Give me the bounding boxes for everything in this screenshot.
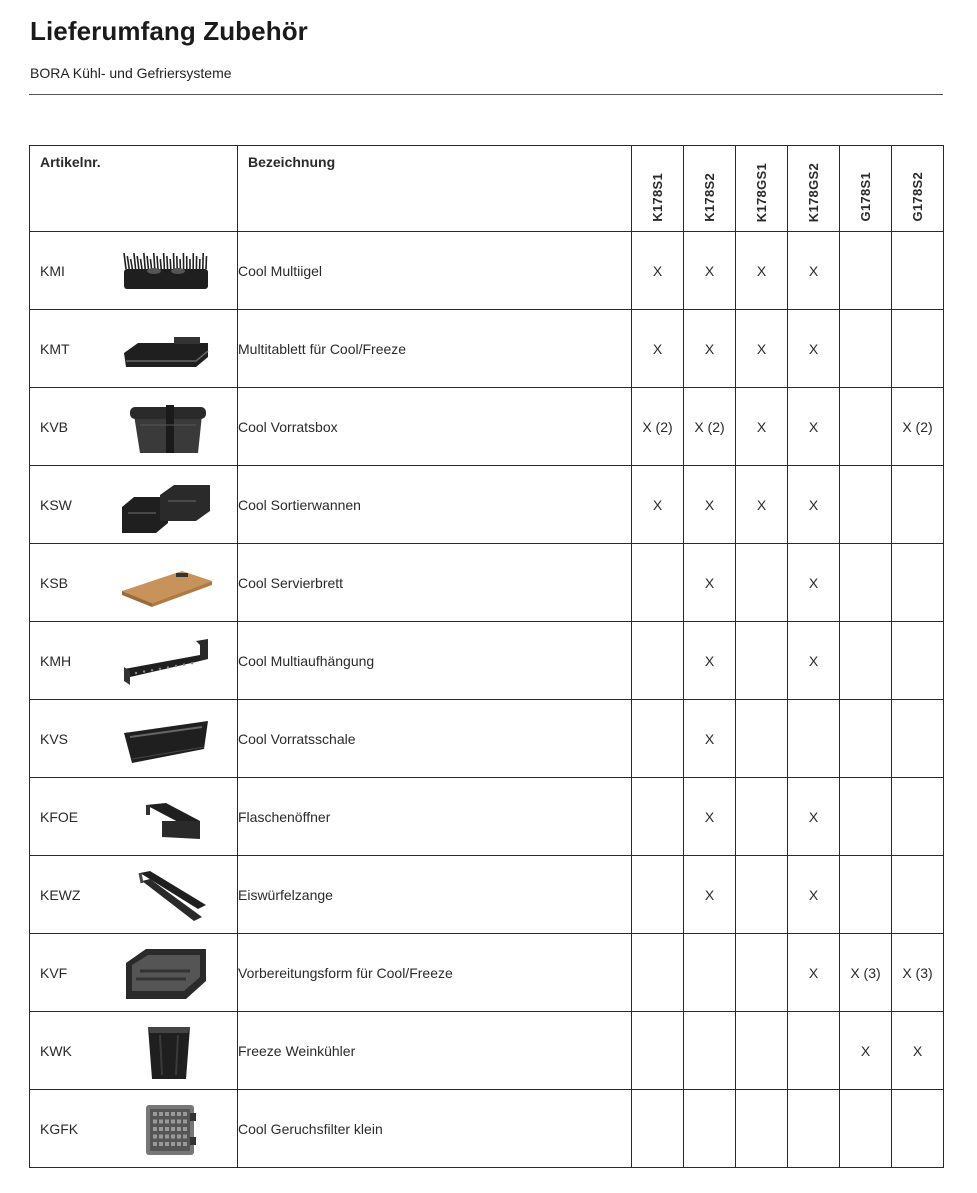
article-cell	[30, 622, 238, 700]
availability-mark	[632, 778, 684, 856]
product-name: Multitablett für Cool/Freeze	[238, 310, 632, 388]
availability-mark	[736, 856, 788, 934]
table-row	[30, 388, 944, 466]
article-number: KWK	[40, 1042, 72, 1059]
availability-mark	[736, 544, 788, 622]
availability-mark	[736, 622, 788, 700]
availability-mark: X	[788, 544, 840, 622]
article-cell	[30, 388, 238, 466]
header-article-number: Artikelnr.	[30, 146, 238, 232]
availability-mark: X (2)	[892, 388, 944, 466]
availability-mark: X	[684, 232, 736, 310]
article-cell	[30, 934, 238, 1012]
availability-mark: X	[684, 544, 736, 622]
availability-mark	[892, 232, 944, 310]
article-number: KVF	[40, 964, 68, 981]
header-model	[892, 146, 944, 232]
multiigel-icon	[116, 239, 216, 303]
article-number: KSB	[40, 574, 69, 591]
header-model-label: G178S1	[858, 172, 873, 222]
availability-mark: X	[788, 232, 840, 310]
article-cell	[30, 700, 238, 778]
product-name: Cool Multiigel	[238, 232, 632, 310]
availability-mark	[892, 1090, 944, 1168]
availability-mark	[632, 700, 684, 778]
article-number: KVB	[40, 418, 69, 435]
availability-mark	[632, 934, 684, 1012]
product-name: Eiswürfelzange	[238, 856, 632, 934]
header-model	[788, 146, 840, 232]
availability-mark: X	[736, 310, 788, 388]
header-model-label: K178S2	[702, 173, 717, 222]
availability-mark	[840, 388, 892, 466]
availability-mark	[840, 544, 892, 622]
table-row	[30, 310, 944, 388]
header-model-label: G178S2	[910, 172, 925, 222]
availability-mark	[736, 934, 788, 1012]
product-name: Cool Vorratsbox	[238, 388, 632, 466]
availability-mark	[840, 1090, 892, 1168]
vorratsbox-icon	[116, 395, 216, 459]
availability-mark: X	[840, 1012, 892, 1090]
availability-mark	[892, 466, 944, 544]
header-model-label: K178GS2	[806, 162, 821, 222]
header-model	[840, 146, 892, 232]
sortierwannen-icon	[116, 473, 216, 537]
availability-mark	[892, 700, 944, 778]
availability-mark	[632, 622, 684, 700]
header-model	[684, 146, 736, 232]
availability-mark	[632, 544, 684, 622]
article-number: KFOE	[40, 808, 79, 825]
article-number: KMI	[40, 262, 65, 279]
availability-mark: X	[684, 856, 736, 934]
availability-mark	[892, 310, 944, 388]
availability-mark	[632, 1012, 684, 1090]
availability-mark: X	[788, 466, 840, 544]
availability-mark	[736, 1012, 788, 1090]
multitablett-icon	[116, 317, 216, 381]
product-name: Cool Servierbrett	[238, 544, 632, 622]
availability-mark	[736, 778, 788, 856]
article-cell	[30, 310, 238, 388]
availability-mark	[840, 232, 892, 310]
article-cell	[30, 1012, 238, 1090]
table-row	[30, 544, 944, 622]
flaschenoeffner-icon	[116, 785, 216, 849]
availability-mark: X	[684, 700, 736, 778]
availability-mark: X	[788, 310, 840, 388]
table-row	[30, 778, 944, 856]
availability-mark	[840, 622, 892, 700]
availability-mark	[736, 700, 788, 778]
availability-mark	[840, 310, 892, 388]
delivery-scope-table	[29, 145, 944, 1168]
availability-mark: X (3)	[840, 934, 892, 1012]
availability-mark: X	[788, 778, 840, 856]
availability-mark: X	[736, 388, 788, 466]
header-model	[736, 146, 788, 232]
availability-mark	[684, 1090, 736, 1168]
availability-mark: X	[684, 310, 736, 388]
availability-mark: X	[788, 388, 840, 466]
table-header-row	[30, 146, 944, 232]
article-number: KMH	[40, 652, 72, 669]
article-cell	[30, 856, 238, 934]
availability-mark	[892, 544, 944, 622]
weinkuehler-icon	[116, 1019, 216, 1083]
table-row	[30, 232, 944, 310]
availability-mark	[632, 1090, 684, 1168]
product-name: Flaschenöffner	[238, 778, 632, 856]
availability-mark: X	[892, 1012, 944, 1090]
availability-mark: X	[632, 310, 684, 388]
page-title: Lieferumfang Zubehör	[30, 16, 308, 46]
table-row	[30, 1012, 944, 1090]
availability-mark	[840, 466, 892, 544]
article-cell	[30, 232, 238, 310]
availability-mark: X	[684, 778, 736, 856]
availability-mark	[840, 778, 892, 856]
article-cell	[30, 544, 238, 622]
article-number: KVS	[40, 730, 69, 747]
table-row	[30, 856, 944, 934]
table-row	[30, 466, 944, 544]
header-model-label: K178S1	[650, 173, 665, 222]
availability-mark	[788, 1090, 840, 1168]
availability-mark: X	[788, 934, 840, 1012]
article-number: KGFK	[40, 1120, 79, 1137]
availability-mark: X	[788, 622, 840, 700]
availability-mark	[788, 1012, 840, 1090]
article-number: KSW	[40, 496, 72, 513]
table-row	[30, 622, 944, 700]
availability-mark	[892, 622, 944, 700]
article-number: KEWZ	[40, 886, 81, 903]
product-name: Cool Geruchsfilter klein	[238, 1090, 632, 1168]
table-row	[30, 934, 944, 1012]
article-cell	[30, 466, 238, 544]
header-description: Bezeichnung	[238, 146, 632, 232]
product-name: Vorbereitungsform für Cool/Freeze	[238, 934, 632, 1012]
availability-mark	[840, 856, 892, 934]
availability-mark	[632, 856, 684, 934]
table-row	[30, 1090, 944, 1168]
availability-mark: X	[632, 466, 684, 544]
availability-mark: X	[632, 232, 684, 310]
vorbereitungsform-icon	[116, 941, 216, 1005]
article-number: KMT	[40, 340, 70, 357]
table-row	[30, 700, 944, 778]
table-body	[30, 232, 944, 1168]
availability-mark	[736, 1090, 788, 1168]
header-divider	[29, 94, 943, 95]
article-cell	[30, 778, 238, 856]
product-name: Freeze Weinkühler	[238, 1012, 632, 1090]
availability-mark	[892, 778, 944, 856]
availability-mark: X (3)	[892, 934, 944, 1012]
availability-mark	[684, 1012, 736, 1090]
geruchsfilter-icon	[116, 1097, 216, 1161]
eiswuerfelzange-icon	[116, 863, 216, 927]
availability-mark	[788, 700, 840, 778]
availability-mark	[892, 856, 944, 934]
availability-mark: X	[788, 856, 840, 934]
product-name: Cool Vorratsschale	[238, 700, 632, 778]
availability-mark: X	[684, 466, 736, 544]
multiaufhaengung-icon	[116, 629, 216, 693]
servierbrett-icon	[116, 551, 216, 615]
vorratsschale-icon	[116, 707, 216, 771]
product-name: Cool Sortierwannen	[238, 466, 632, 544]
article-cell	[30, 1090, 238, 1168]
availability-mark: X	[736, 232, 788, 310]
product-name: Cool Multiaufhängung	[238, 622, 632, 700]
availability-mark: X (2)	[684, 388, 736, 466]
availability-mark	[684, 934, 736, 1012]
header-model-label: K178GS1	[754, 162, 769, 222]
availability-mark	[840, 700, 892, 778]
header-model	[632, 146, 684, 232]
availability-mark: X	[736, 466, 788, 544]
availability-mark: X (2)	[632, 388, 684, 466]
availability-mark: X	[684, 622, 736, 700]
page-subtitle: BORA Kühl- und Gefriersysteme	[30, 65, 232, 81]
